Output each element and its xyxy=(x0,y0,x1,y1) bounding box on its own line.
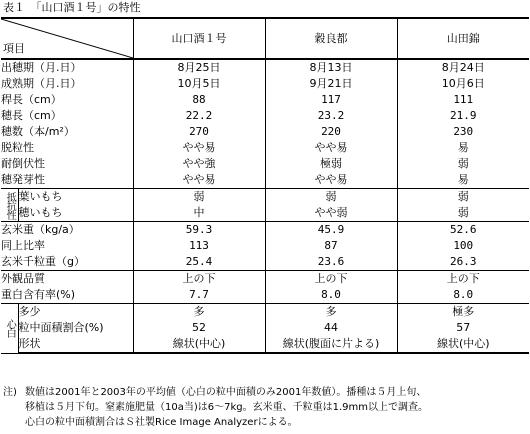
row-label: 穂いもち xyxy=(18,205,133,222)
table-row xyxy=(1,172,529,189)
row-label: 形状 xyxy=(18,336,133,353)
row-value: 易 xyxy=(397,140,529,156)
note-line: 数値は2001年と2003年の平均値（心白の粒中面積のみ2001年数値）。播種は５月上旬、 xyxy=(25,387,427,398)
row-value: 52.6 xyxy=(397,222,529,239)
row-value: 8月13日 xyxy=(265,59,397,76)
table-row xyxy=(1,336,529,353)
row-value: 117 xyxy=(265,92,397,108)
row-value: 44 xyxy=(265,320,397,336)
row-label: 稈長（cm） xyxy=(1,93,62,106)
row-label: 穂数（本/m²） xyxy=(1,125,75,138)
row-label: 重白含有率(%) xyxy=(1,287,133,304)
row-value: 8.0 xyxy=(265,287,397,304)
header-corner-cell xyxy=(1,18,133,59)
row-value: 弱 xyxy=(397,156,529,172)
row-label: 穂発芽性 xyxy=(1,172,133,189)
row-label: 同上比率 xyxy=(1,239,45,252)
column-header: 山田錦 xyxy=(397,18,529,59)
row-value: 220 xyxy=(265,124,397,140)
table-row xyxy=(1,76,529,92)
row-value: 113 xyxy=(133,238,265,254)
row-value: 111 xyxy=(397,92,529,108)
row-value: 極多 xyxy=(397,304,529,321)
note-line: 移植は５月下旬。窒素施肥量（10a当)は6～7kg。玄米重、千粒重は1.9mm以上で調查。 xyxy=(25,402,429,413)
row-value: 57 xyxy=(397,320,529,336)
characteristics-table xyxy=(1,17,529,354)
row-value: 21.9 xyxy=(397,108,529,124)
row-value: 100 xyxy=(397,238,529,254)
row-value: 23.2 xyxy=(265,108,397,124)
row-value: 極弱 xyxy=(265,156,397,172)
row-value: やや易 xyxy=(265,172,397,189)
table-row xyxy=(1,287,529,304)
row-label: 多少 xyxy=(18,305,41,318)
table-row xyxy=(1,92,529,108)
table-row xyxy=(1,205,529,222)
row-value: 59.3 xyxy=(133,222,265,239)
shinpaku-group-label: 心白 xyxy=(1,304,18,354)
column-header: 穀良都 xyxy=(265,18,397,59)
row-value: 易 xyxy=(397,172,529,189)
row-value: 弱 xyxy=(397,189,529,206)
row-value: やや強 xyxy=(133,156,265,172)
row-value: 9月21日 xyxy=(265,76,397,92)
table-row xyxy=(1,222,529,239)
row-value: 多 xyxy=(265,304,397,321)
row-value: 弱 xyxy=(133,189,265,206)
row-label: 成熟期（月.日） xyxy=(1,77,82,90)
row-value: 8.0 xyxy=(397,287,529,304)
row-label: 耐倒伏性 xyxy=(1,157,45,170)
row-value: 26.3 xyxy=(397,254,529,271)
table-row xyxy=(1,108,529,124)
table-row xyxy=(1,271,529,288)
row-label: 出穂期（月.日） xyxy=(1,61,82,74)
row-value: やや易 xyxy=(133,140,265,156)
row-value: 線状(腹面に片よる) xyxy=(265,336,397,353)
notes-tag: 注) xyxy=(3,387,17,398)
row-value: 270 xyxy=(133,124,265,140)
table-row xyxy=(1,238,529,254)
row-label: 玄米千粒重（g） xyxy=(1,254,133,271)
notes xyxy=(3,385,428,430)
row-value: 中 xyxy=(133,205,265,222)
row-value: 上の下 xyxy=(133,271,265,288)
row-value: 8月25日 xyxy=(133,59,265,76)
table-row xyxy=(1,304,529,321)
row-label: 外観品質 xyxy=(1,272,45,285)
row-value: 8月24日 xyxy=(397,59,529,76)
row-label: 穂長（cm） xyxy=(1,109,62,122)
table-row xyxy=(1,140,529,156)
row-value: 線状(中心) xyxy=(397,336,529,353)
row-value: 弱 xyxy=(265,189,397,206)
row-value: やや易 xyxy=(133,172,265,189)
row-value: 上の下 xyxy=(265,271,397,288)
row-value: 10月6日 xyxy=(397,76,529,92)
row-value: 線状(中心) xyxy=(133,336,265,353)
row-label: 玄米重（kg/a） xyxy=(1,223,80,236)
row-value: 87 xyxy=(265,238,397,254)
row-value: 88 xyxy=(133,92,265,108)
row-value: 上の下 xyxy=(397,271,529,288)
table-row xyxy=(1,320,529,336)
row-value: 多 xyxy=(133,304,265,321)
table-row xyxy=(1,189,529,206)
row-value: 45.9 xyxy=(265,222,397,239)
row-label: 脱粒性 xyxy=(1,141,34,154)
table-caption: 表１ 「山口酒１号」の特性 xyxy=(3,1,141,14)
note-line: 心白の粒中面積割合はＳ社製Rice Image Analyzerによる。 xyxy=(25,417,298,428)
table-row xyxy=(1,124,529,140)
column-header: 山口酒１号 xyxy=(133,18,265,59)
corner-label: 項目 xyxy=(3,42,25,55)
row-value: 230 xyxy=(397,124,529,140)
row-value: やや弱 xyxy=(265,205,397,222)
row-value: 52 xyxy=(133,320,265,336)
resistance-group-label: 抵抗性 xyxy=(1,189,18,222)
row-value: 弱 xyxy=(397,205,529,222)
row-value: 23.6 xyxy=(265,254,397,271)
row-value: 7.7 xyxy=(133,287,265,304)
table-row xyxy=(1,254,529,271)
row-value: 22.2 xyxy=(133,108,265,124)
table-header-row xyxy=(1,18,529,59)
row-value: 10月5日 xyxy=(133,76,265,92)
table-row xyxy=(1,156,529,172)
row-label: 粒中面積割合(%) xyxy=(18,321,104,334)
row-value: やや易 xyxy=(265,140,397,156)
row-label: 葉いもち xyxy=(18,190,63,203)
row-value: 25.4 xyxy=(133,254,265,271)
table-row xyxy=(1,59,529,76)
